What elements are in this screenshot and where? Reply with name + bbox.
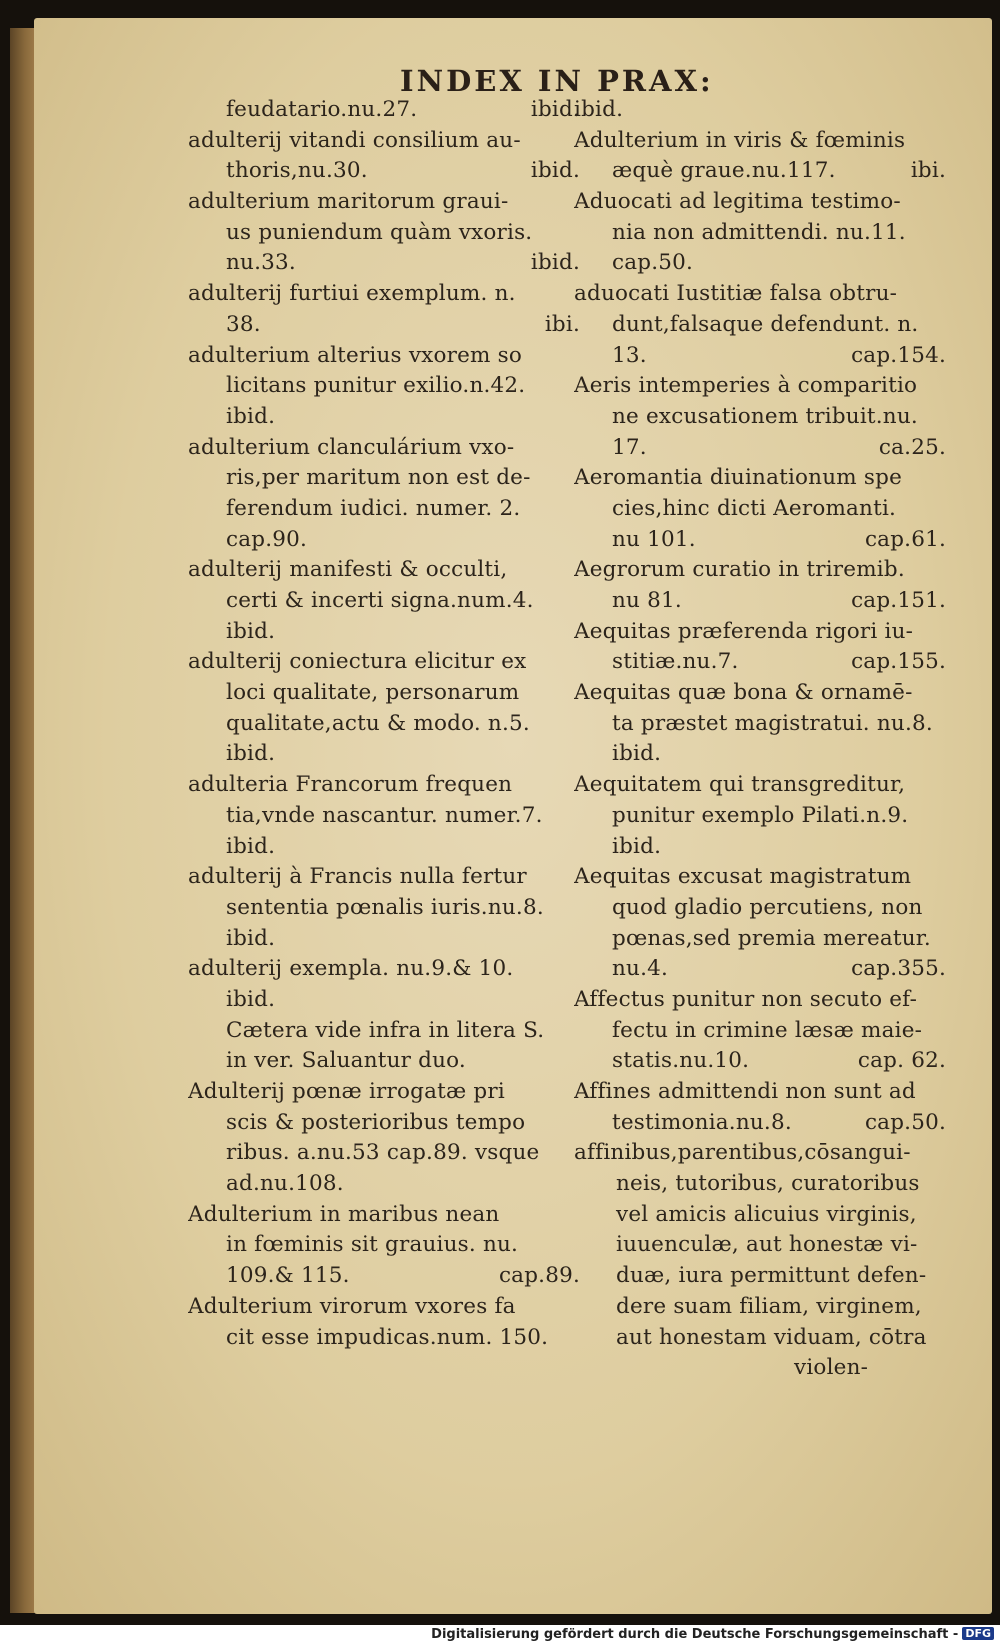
index-entry-line — [574, 248, 946, 279]
entry-reference: ibi. — [544, 311, 580, 337]
index-entry-line — [188, 126, 580, 157]
index-entry-line — [188, 924, 580, 955]
index-entry-line — [574, 1108, 946, 1139]
index-entry-line — [574, 310, 946, 341]
index-entry-line — [188, 1230, 580, 1261]
index-entry-line — [574, 341, 946, 372]
index-entry-line — [188, 1046, 580, 1077]
entry-text: Aequitas quæ bona & ornamē- — [574, 680, 913, 706]
entry-text: duæ, iura permittunt defen- — [616, 1263, 927, 1289]
entry-text: statis.nu.10. — [612, 1048, 750, 1074]
index-entry-line — [188, 893, 580, 924]
entry-text: punitur exemplo Pilati.n.9. — [612, 802, 909, 828]
entry-text: Adulterium virorum vxores fa — [188, 1293, 516, 1319]
entry-text: ibid. — [226, 741, 276, 767]
entry-text: loci qualitate, personarum — [226, 680, 520, 706]
entry-text: Aegrorum curatio in triremib. — [574, 557, 905, 583]
index-entry-line — [574, 647, 946, 678]
entry-text: adulterium alterius vxorem so — [188, 342, 523, 368]
index-entry-line — [574, 433, 946, 464]
entry-text: violen- — [794, 1355, 869, 1381]
index-entry-line — [574, 279, 946, 310]
funding-credit-text: Digitalisierung gefördert durch die Deutsche Forschungsgemeinschaft - — [431, 1627, 959, 1642]
entry-text: stitiæ.nu.7. — [612, 649, 739, 675]
entry-text: 13. — [612, 342, 647, 368]
index-entry-line — [574, 954, 946, 985]
entry-reference: cap.155. — [851, 649, 946, 675]
entry-text: dere suam filiam, virginem, — [616, 1293, 922, 1319]
index-entry-line — [188, 678, 580, 709]
entry-text: affinibus,parentibus,cōsangui- — [574, 1140, 911, 1166]
entry-text: æquè graue.nu.117. — [612, 158, 836, 184]
funding-credit — [431, 1627, 994, 1642]
index-entry-line — [188, 156, 580, 187]
index-entry-line — [188, 95, 580, 126]
index-entry-line — [574, 862, 946, 893]
index-entry-line — [188, 494, 580, 525]
entry-text: adulterij furtiui exemplum. n. — [188, 281, 516, 307]
entry-text: adulterij coniectura elicitur ex — [188, 649, 527, 675]
index-entry-line — [188, 433, 580, 464]
index-entry-line — [574, 1353, 946, 1384]
entry-text: certi & incerti signa.num.4. — [226, 588, 534, 613]
entry-text: ad.nu.108. — [226, 1171, 344, 1197]
entry-text: ibid. — [226, 618, 276, 644]
entry-text: scis & posterioribus tempo — [226, 1109, 526, 1135]
entry-text: adulterij manifesti & occulti, — [188, 557, 508, 583]
index-entry-line — [574, 371, 946, 402]
entry-text: adulteria Francorum frequen — [188, 772, 513, 798]
entry-reference: cap. 62. — [857, 1048, 946, 1074]
index-entry-line — [574, 1323, 946, 1354]
index-entry-line — [574, 832, 946, 863]
index-column-left — [188, 95, 580, 1353]
index-entry-line — [188, 617, 580, 648]
entry-text: aduocati Iustitiæ falsa obtru- — [574, 281, 898, 307]
index-entry-line — [188, 1200, 580, 1231]
entry-text: fectu in crimine læsæ maie- — [612, 1017, 923, 1043]
index-entry-line — [574, 402, 946, 433]
index-entry-line — [574, 1261, 946, 1292]
entry-text: tia,vnde nascantur. numer.7. — [226, 802, 543, 828]
index-entry-line — [188, 463, 580, 494]
entry-text: ta præstet magistratui. nu.8. — [612, 710, 933, 736]
entry-text: dunt,falsaque defendunt. n. — [612, 311, 919, 337]
entry-text: testimonia.nu.8. — [612, 1109, 792, 1135]
entry-text: ribus. a.nu.53 cap.89. vsque — [226, 1140, 540, 1166]
index-entry-line — [188, 586, 580, 617]
entry-text: nu 101. — [612, 526, 696, 552]
entry-text: ferendum iudici. numer. 2. — [226, 495, 521, 521]
index-column-right — [574, 95, 946, 1384]
index-entry-line — [188, 1138, 580, 1169]
entry-text: adulterij exempla. nu.9.& 10. — [188, 956, 514, 982]
entry-reference: cap.151. — [851, 588, 946, 613]
entry-text: in fœminis sit grauius. nu. — [226, 1232, 519, 1258]
index-entry-line — [574, 739, 946, 770]
entry-reference: cap.61. — [864, 526, 946, 552]
index-entry-line — [574, 1169, 946, 1200]
entry-text: neis, tutoribus, curatoribus — [616, 1171, 920, 1197]
index-entry-line — [188, 371, 580, 402]
index-entry-line — [188, 1261, 580, 1292]
index-entry-line — [188, 985, 580, 1016]
entry-text: 109.& 115. — [226, 1263, 350, 1289]
entry-text: ibid. — [226, 833, 276, 859]
entry-text: Affines admittendi non sunt ad — [574, 1079, 916, 1104]
index-entry-line — [574, 617, 946, 648]
index-entry-line — [188, 1016, 580, 1047]
entry-text: sententia pœnalis iuris.nu.8. — [226, 894, 544, 920]
entry-text: adulterium clanculárium vxo- — [188, 434, 515, 460]
index-entry-line — [574, 1230, 946, 1261]
entry-text: ne excusationem tribuit.nu. — [612, 403, 918, 429]
index-entry-line — [188, 218, 580, 249]
entry-reference: cap.89. — [498, 1263, 580, 1289]
entry-text: adulterij à Francis nulla fertur — [188, 864, 527, 890]
index-entry-line — [574, 126, 946, 157]
index-entry-line — [188, 1169, 580, 1200]
index-entry-line — [574, 586, 946, 617]
entry-text: ibid. — [612, 741, 662, 767]
index-entry-line — [188, 1323, 580, 1354]
index-entry-line — [188, 555, 580, 586]
entry-text: ibid. — [226, 986, 276, 1012]
index-entry-line — [188, 402, 580, 433]
index-entry-line — [574, 187, 946, 218]
entry-text: adulterij vitandi consilium au- — [188, 127, 521, 153]
index-entry-line — [574, 463, 946, 494]
index-entry-line — [188, 647, 580, 678]
entry-text: qualitate,actu & modo. n.5. — [226, 710, 530, 736]
entry-text: 38. — [226, 311, 261, 337]
index-entry-line — [188, 279, 580, 310]
index-entry-line — [188, 187, 580, 218]
index-entry-line — [188, 341, 580, 372]
index-entry-line — [574, 555, 946, 586]
index-entry-line — [574, 1138, 946, 1169]
entry-text: nu 81. — [612, 588, 682, 613]
entry-text: cies,hinc dicti Aeromanti. — [612, 495, 897, 521]
index-entry-line — [574, 678, 946, 709]
index-entry-line — [188, 862, 580, 893]
entry-text: Aeromantia diuinationum spe — [574, 465, 903, 491]
index-entry-line — [574, 924, 946, 955]
entry-text: ibid. — [226, 403, 276, 429]
entry-text: Aduocati ad legitima testimo- — [574, 189, 901, 215]
index-entry-line — [188, 770, 580, 801]
index-entry-line — [574, 893, 946, 924]
entry-reference: cap.355. — [851, 956, 946, 982]
entry-text: cap.50. — [612, 250, 694, 276]
entry-text: pœnas,sed premia mereatur. — [612, 925, 931, 951]
index-entry-line — [188, 1108, 580, 1139]
entry-text: licitans punitur exilio.n.42. — [226, 373, 526, 399]
entry-text: ibid. — [574, 97, 624, 122]
entry-text: ibid. — [612, 833, 662, 859]
entry-text: aut honestam viduam, cōtra — [616, 1324, 927, 1350]
index-entry-line — [188, 954, 580, 985]
entry-reference: ca.25. — [878, 434, 946, 460]
entry-text: quod gladio percutiens, non — [612, 894, 923, 920]
dfg-logo-icon: DFG — [962, 1627, 994, 1640]
entry-text: adulterium maritorum graui- — [188, 189, 509, 215]
entry-text: Affectus punitur non secuto ef- — [574, 986, 918, 1012]
entry-reference: ibid. — [530, 158, 580, 184]
index-entry-line — [574, 494, 946, 525]
index-entry-line — [188, 801, 580, 832]
entry-text: feudatario.nu.27. — [226, 97, 418, 122]
index-entry-line — [188, 1292, 580, 1323]
entry-text: nu.4. — [612, 956, 669, 982]
page-header: INDEX IN PRAX: — [400, 64, 714, 98]
entry-text: in ver. Saluantur duo. — [226, 1048, 466, 1074]
entry-text: Adulterium in maribus nean — [188, 1201, 500, 1227]
entry-reference: cap.154. — [851, 342, 946, 368]
entry-text: vel amicis alicuius virginis, — [616, 1201, 917, 1227]
entry-text: cit esse impudicas.num. 150. — [226, 1324, 549, 1350]
index-entry-line — [574, 156, 946, 187]
entry-text: Aequitas præferenda rigori iu- — [574, 618, 914, 644]
index-entry-line — [188, 310, 580, 341]
index-entry-line — [574, 1046, 946, 1077]
entry-text: thoris,nu.30. — [226, 158, 368, 184]
entry-text: ibid. — [226, 925, 276, 951]
entry-reference: ibid. — [530, 250, 580, 276]
index-entry-line — [188, 709, 580, 740]
entry-text: nu.33. — [226, 250, 296, 276]
entry-text: Adulterij pœnæ irrogatæ pri — [188, 1079, 505, 1104]
entry-text: iuuenculæ, aut honestæ vi- — [616, 1232, 918, 1258]
index-entry-line — [574, 1077, 946, 1108]
entry-text: Cætera vide infra in litera S. — [226, 1017, 545, 1043]
entry-text: nia non admittendi. nu.11. — [612, 219, 906, 245]
entry-reference: ibi. — [910, 158, 946, 184]
entry-text: 17. — [612, 434, 647, 460]
index-entry-line — [574, 1292, 946, 1323]
index-entry-line — [574, 1200, 946, 1231]
entry-reference: cap.50. — [864, 1109, 946, 1135]
entry-text: Aequitatem qui transgreditur, — [574, 772, 906, 798]
entry-text: Adulterium in viris & fœminis — [574, 127, 906, 153]
index-entry-line — [188, 525, 580, 556]
entry-text: ris,per maritum non est de- — [226, 465, 531, 491]
index-entry-line — [574, 801, 946, 832]
index-entry-line — [188, 1077, 580, 1108]
index-entry-line — [574, 218, 946, 249]
entry-text: cap.90. — [226, 526, 308, 552]
index-entry-line — [574, 525, 946, 556]
index-entry-line — [188, 832, 580, 863]
entry-text: Aequitas excusat magistratum — [574, 864, 912, 890]
index-entry-line — [188, 739, 580, 770]
entry-text: Aeris intemperies à comparitio — [574, 373, 918, 399]
index-entry-line — [574, 1016, 946, 1047]
index-entry-line — [188, 248, 580, 279]
entry-reference: ibid. — [530, 97, 580, 122]
index-entry-line — [574, 95, 946, 126]
entry-text: us puniendum quàm vxoris. — [226, 219, 533, 245]
index-entry-line — [574, 709, 946, 740]
index-entry-line — [574, 770, 946, 801]
index-entry-line — [574, 985, 946, 1016]
